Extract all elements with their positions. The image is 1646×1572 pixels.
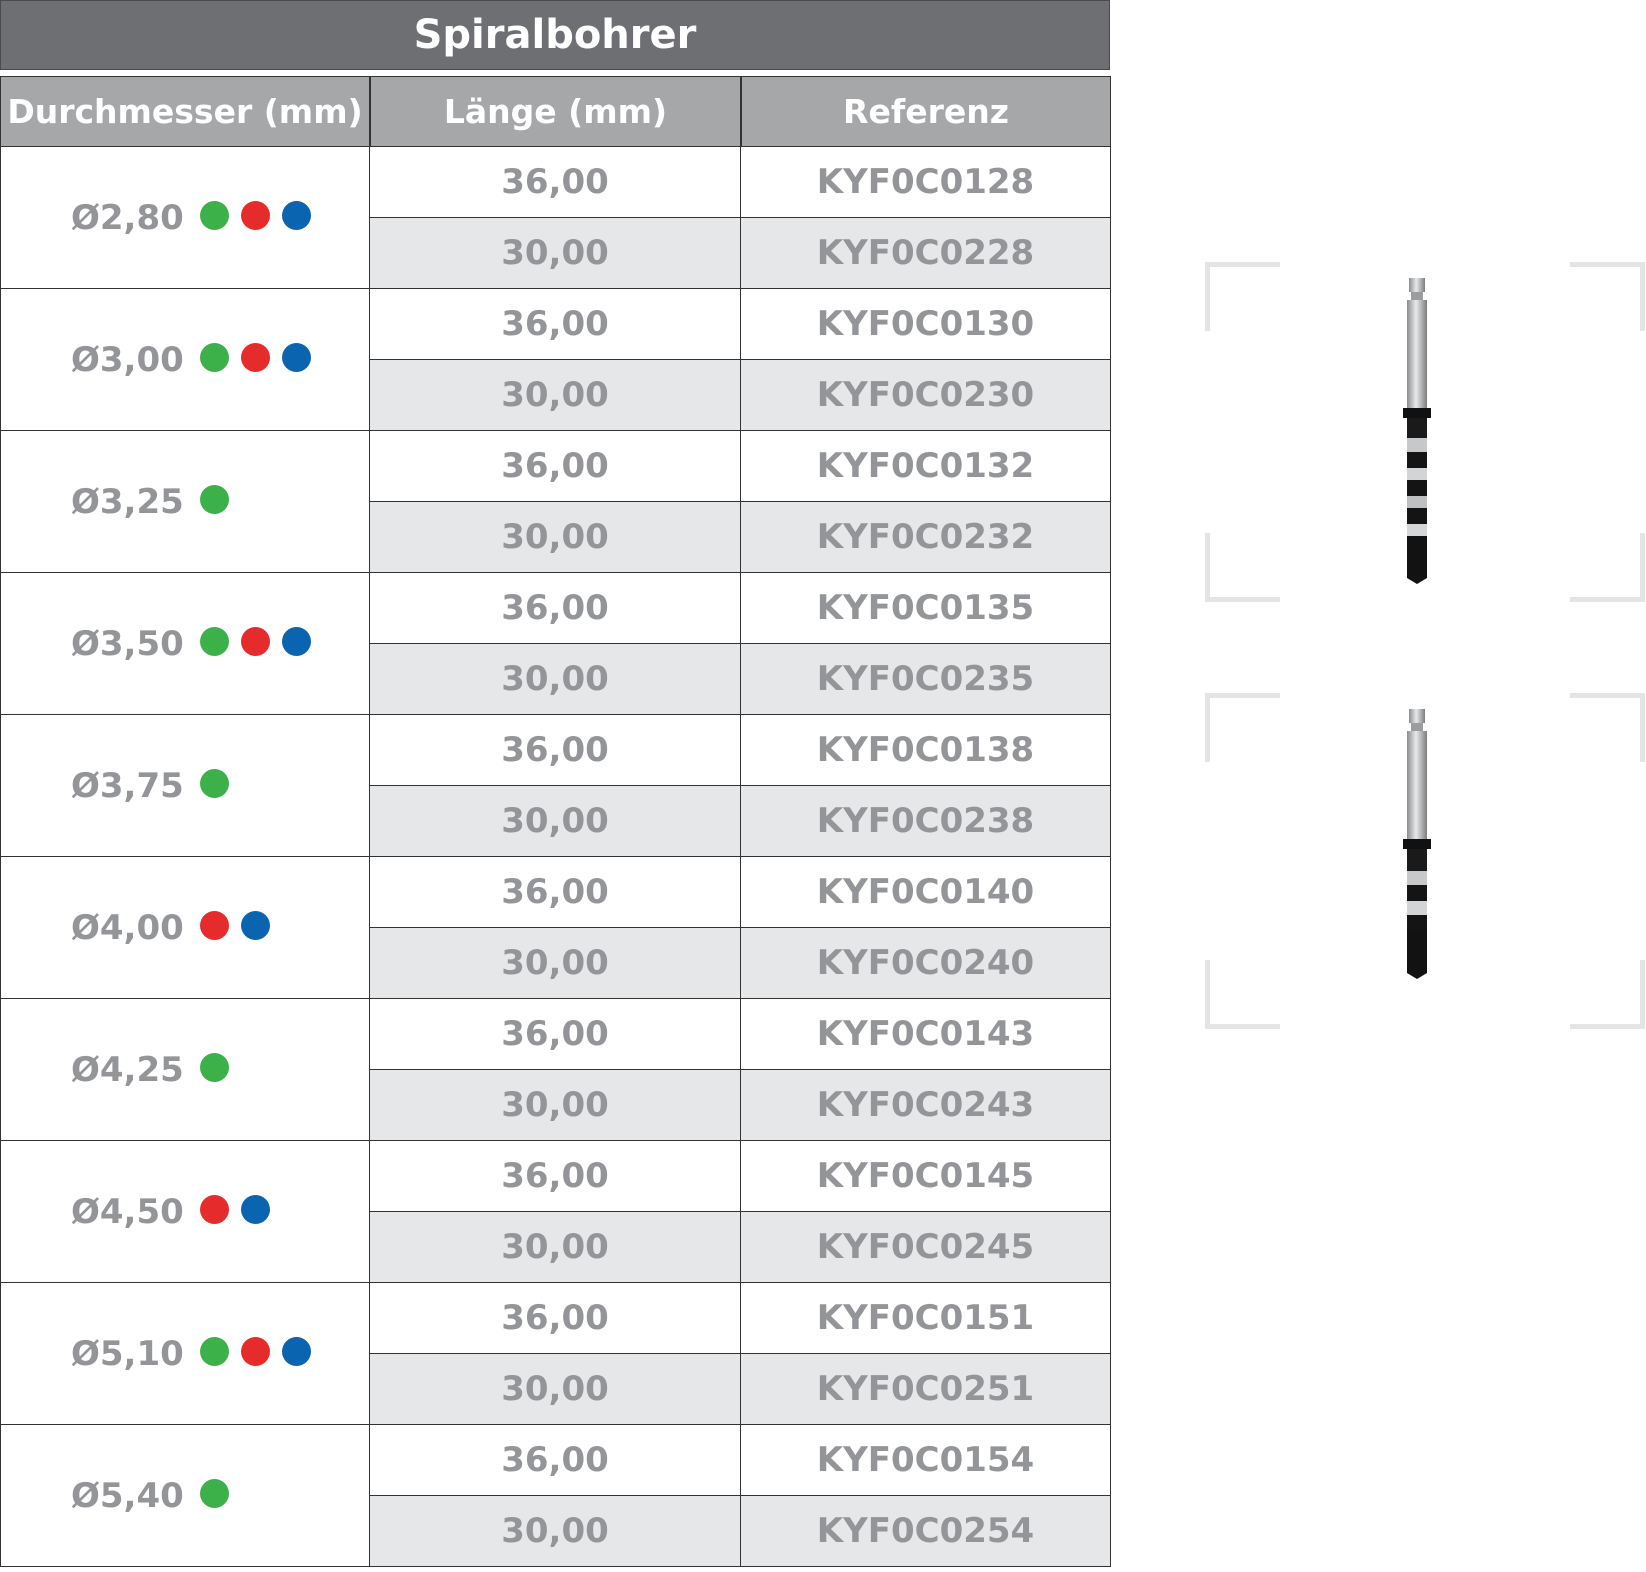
diameter-value: Ø3,50 xyxy=(71,623,184,664)
frame-corner xyxy=(1205,262,1280,331)
diameter-cell xyxy=(0,999,370,1141)
table-group xyxy=(0,1425,1111,1567)
diameter-cell xyxy=(0,1425,370,1567)
length-cell: 30,00 xyxy=(370,218,741,289)
reference-cell: KYF0C0238 xyxy=(741,786,1111,857)
frame-corner xyxy=(1205,533,1280,602)
table-group xyxy=(0,715,1111,857)
header-diameter: Durchmesser (mm) xyxy=(0,76,370,147)
red-dot-icon xyxy=(241,201,270,230)
table-row xyxy=(370,431,1111,502)
product-image-long xyxy=(1205,262,1645,602)
reference-cell: KYF0C0130 xyxy=(741,289,1111,360)
color-dots xyxy=(200,1337,323,1370)
table-row xyxy=(370,1141,1111,1212)
red-dot-icon xyxy=(200,1195,229,1224)
diameter-cell xyxy=(0,573,370,715)
color-dots xyxy=(200,1195,282,1228)
diameter-cell xyxy=(0,147,370,289)
table-row xyxy=(370,1496,1111,1567)
table-group xyxy=(0,147,1111,289)
table-group xyxy=(0,1283,1111,1425)
frame-corner xyxy=(1570,262,1645,331)
reference-cell: KYF0C0128 xyxy=(741,147,1111,218)
length-cell: 30,00 xyxy=(370,1496,741,1567)
length-cell: 30,00 xyxy=(370,1354,741,1425)
diameter-cell xyxy=(0,857,370,999)
blue-dot-icon xyxy=(282,201,311,230)
table-row xyxy=(370,360,1111,431)
length-cell: 36,00 xyxy=(370,715,741,786)
diameter-cell xyxy=(0,1141,370,1283)
blue-dot-icon xyxy=(241,911,270,940)
table-row xyxy=(370,502,1111,573)
diameter-cell xyxy=(0,1283,370,1425)
table-group xyxy=(0,573,1111,715)
reference-cell: KYF0C0254 xyxy=(741,1496,1111,1567)
diameter-cell xyxy=(0,431,370,573)
reference-cell: KYF0C0235 xyxy=(741,644,1111,715)
length-cell: 36,00 xyxy=(370,1425,741,1496)
frame-corner xyxy=(1570,533,1645,602)
table-group xyxy=(0,1141,1111,1283)
length-cell: 36,00 xyxy=(370,289,741,360)
diameter-value: Ø3,00 xyxy=(71,339,184,380)
table-row xyxy=(370,218,1111,289)
table-row xyxy=(370,999,1111,1070)
table-group xyxy=(0,431,1111,573)
diameter-value: Ø5,40 xyxy=(71,1475,184,1516)
reference-cell: KYF0C0230 xyxy=(741,360,1111,431)
reference-cell: KYF0C0151 xyxy=(741,1283,1111,1354)
length-cell: 36,00 xyxy=(370,999,741,1070)
header-length: Länge (mm) xyxy=(370,76,741,147)
color-dots xyxy=(200,201,323,234)
reference-cell: KYF0C0232 xyxy=(741,502,1111,573)
table-row xyxy=(370,573,1111,644)
length-cell: 36,00 xyxy=(370,431,741,502)
table-row xyxy=(370,644,1111,715)
length-cell: 30,00 xyxy=(370,1070,741,1141)
frame-corner xyxy=(1570,693,1645,762)
diameter-value: Ø4,50 xyxy=(71,1191,184,1232)
blue-dot-icon xyxy=(241,1195,270,1224)
color-dots xyxy=(200,1479,241,1512)
green-dot-icon xyxy=(200,1479,229,1508)
reference-cell: KYF0C0243 xyxy=(741,1070,1111,1141)
length-cell: 30,00 xyxy=(370,1212,741,1283)
table-row xyxy=(370,289,1111,360)
red-dot-icon xyxy=(241,1337,270,1366)
diameter-cell xyxy=(0,289,370,431)
frame-corner xyxy=(1570,960,1645,1029)
table-row xyxy=(370,928,1111,999)
table-row xyxy=(370,715,1111,786)
table-row xyxy=(370,1354,1111,1425)
green-dot-icon xyxy=(200,343,229,372)
green-dot-icon xyxy=(200,201,229,230)
frame-corner xyxy=(1205,693,1280,762)
reference-cell: KYF0C0140 xyxy=(741,857,1111,928)
blue-dot-icon xyxy=(282,627,311,656)
reference-cell: KYF0C0251 xyxy=(741,1354,1111,1425)
header-row xyxy=(0,76,1111,147)
diameter-value: Ø4,00 xyxy=(71,907,184,948)
color-dots xyxy=(200,627,323,660)
length-cell: 30,00 xyxy=(370,928,741,999)
product-image-short xyxy=(1205,693,1645,1029)
header-reference: Referenz xyxy=(741,76,1111,147)
color-dots xyxy=(200,911,282,944)
reference-cell: KYF0C0245 xyxy=(741,1212,1111,1283)
red-dot-icon xyxy=(200,911,229,940)
table-row xyxy=(370,147,1111,218)
green-dot-icon xyxy=(200,627,229,656)
green-dot-icon xyxy=(200,1337,229,1366)
reference-cell: KYF0C0143 xyxy=(741,999,1111,1070)
diameter-value: Ø3,75 xyxy=(71,765,184,806)
diameter-value: Ø5,10 xyxy=(71,1333,184,1374)
diameter-value: Ø2,80 xyxy=(71,197,184,238)
length-cell: 30,00 xyxy=(370,644,741,715)
color-dots xyxy=(200,769,241,802)
table-group xyxy=(0,289,1111,431)
diameter-value: Ø3,25 xyxy=(71,481,184,522)
reference-cell: KYF0C0240 xyxy=(741,928,1111,999)
length-cell: 36,00 xyxy=(370,573,741,644)
table-row xyxy=(370,786,1111,857)
table-group xyxy=(0,857,1111,999)
length-cell: 30,00 xyxy=(370,786,741,857)
length-cell: 36,00 xyxy=(370,1283,741,1354)
table-row xyxy=(370,1070,1111,1141)
green-dot-icon xyxy=(200,485,229,514)
table-title: Spiralbohrer xyxy=(0,0,1110,70)
table-body xyxy=(0,147,1111,1567)
red-dot-icon xyxy=(241,627,270,656)
green-dot-icon xyxy=(200,1053,229,1082)
table-group xyxy=(0,999,1111,1141)
diameter-value: Ø4,25 xyxy=(71,1049,184,1090)
reference-cell: KYF0C0135 xyxy=(741,573,1111,644)
blue-dot-icon xyxy=(282,343,311,372)
green-dot-icon xyxy=(200,769,229,798)
length-cell: 36,00 xyxy=(370,1141,741,1212)
length-cell: 30,00 xyxy=(370,502,741,573)
length-cell: 36,00 xyxy=(370,857,741,928)
blue-dot-icon xyxy=(282,1337,311,1366)
length-cell: 30,00 xyxy=(370,360,741,431)
reference-cell: KYF0C0132 xyxy=(741,431,1111,502)
red-dot-icon xyxy=(241,343,270,372)
color-dots xyxy=(200,343,323,376)
length-cell: 36,00 xyxy=(370,147,741,218)
table-row xyxy=(370,1212,1111,1283)
table-row xyxy=(370,1283,1111,1354)
color-dots xyxy=(200,485,241,518)
reference-cell: KYF0C0154 xyxy=(741,1425,1111,1496)
color-dots xyxy=(200,1053,241,1086)
reference-cell: KYF0C0138 xyxy=(741,715,1111,786)
reference-cell: KYF0C0145 xyxy=(741,1141,1111,1212)
table-row xyxy=(370,857,1111,928)
frame-corner xyxy=(1205,960,1280,1029)
diameter-cell xyxy=(0,715,370,857)
drill-long-icon xyxy=(1397,278,1437,588)
drill-short-icon xyxy=(1397,709,1437,989)
reference-cell: KYF0C0228 xyxy=(741,218,1111,289)
table-row xyxy=(370,1425,1111,1496)
